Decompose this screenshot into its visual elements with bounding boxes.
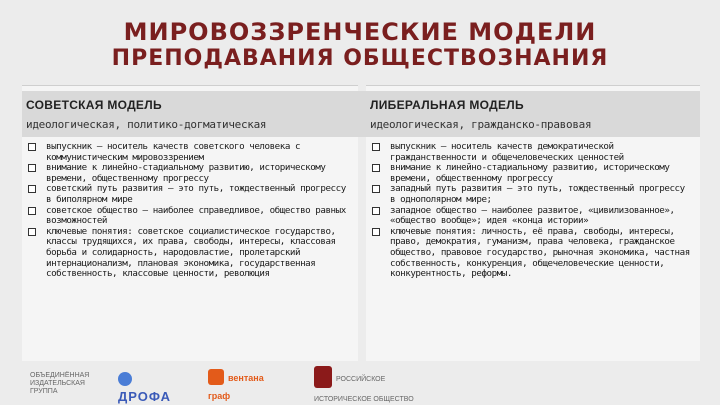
list-item: ключевые понятия: советское социалистическое государство, классы трудящихся, их права, свободы, интересы, классовая борьба и солидарность, народовластие, пролетарский интернационализм, плановая экономика, государственная собственность, классовые ценности, революция <box>28 227 350 280</box>
checkbox-bullet-icon <box>28 143 36 151</box>
ventana-graf-logo: вентана граф <box>208 368 278 404</box>
drofa-logo: ДРОФА <box>118 370 188 405</box>
list-item: советское общество – наиболее справедливое, общество равных возможностей <box>28 206 350 227</box>
soviet-model-name: СОВЕТСКАЯ МОДЕЛЬ <box>26 98 162 112</box>
liberal-model-name: ЛИБЕРАЛЬНАЯ МОДЕЛЬ <box>370 98 524 112</box>
checkbox-bullet-icon <box>372 207 380 215</box>
title-line-1: МИРОВОЗЗРЕНЧЕСКИЕ МОДЕЛИ <box>123 18 597 46</box>
list-item: советский путь развития – это путь, тождественный прогрессу в биполярном мире <box>28 184 350 205</box>
title-line-2: ПРЕПОДАВАНИЯ ОБЩЕСТВОЗНАНИЯ <box>111 46 609 71</box>
checkbox-bullet-icon <box>372 228 380 236</box>
publisher-group-logo: ОБЪЕДИНЁННАЯ ИЗДАТЕЛЬСКАЯ ГРУППА <box>30 372 90 395</box>
checkbox-bullet-icon <box>372 164 380 172</box>
list-item: ключевые понятия: личность, её права, свободы, интересы, право, демократия, гуманизм, права человека, гражданское общество, правовое государство, рыночная экономика, частная собственность, конкуренция, общечеловеческие ценности, конкурентность, реформы. <box>372 227 694 280</box>
list-item: выпускник – носитель качеств демократической гражданственности и общечеловеческих ценностей <box>372 142 694 163</box>
liberal-list <box>372 142 694 280</box>
eagle-emblem-icon <box>314 366 332 388</box>
checkbox-bullet-icon <box>28 207 36 215</box>
drofa-bird-icon <box>118 372 132 386</box>
checkbox-bullet-icon <box>28 185 36 193</box>
soviet-model-subtitle: идеологическая, политико-догматическая <box>26 118 267 131</box>
soviet-header <box>26 98 356 131</box>
checkbox-bullet-icon <box>372 185 380 193</box>
checkbox-bullet-icon <box>28 228 36 236</box>
soviet-list <box>28 142 350 280</box>
list-item: внимание к линейно-стадиальному развитию, историческому времени, общественному прогрессу <box>28 163 350 184</box>
ventana-icon <box>208 369 224 385</box>
checkbox-bullet-icon <box>28 164 36 172</box>
list-item: внимание к линейно-стадиальному развитию, историческому времени, общественному прогрессу <box>372 163 694 184</box>
liberal-model-subtitle: идеологическая, гражданско-правовая <box>370 118 592 131</box>
list-item: западное общество – наиболее развитое, «цивилизованное», «общество вообще»; идея «конца истории» <box>372 206 694 227</box>
slide-title <box>40 18 680 72</box>
liberal-header <box>370 98 698 131</box>
checkbox-bullet-icon <box>372 143 380 151</box>
list-item: выпускник – носитель качеств советского человека с коммунистическим мировоззрением <box>28 142 350 163</box>
rio-logo: РОССИЙСКОЕ ИСТОРИЧЕСКОЕ ОБЩЕСТВО <box>314 366 414 405</box>
list-item: западный путь развития – это путь, тождественный прогрессу в однополярном мире; <box>372 184 694 205</box>
